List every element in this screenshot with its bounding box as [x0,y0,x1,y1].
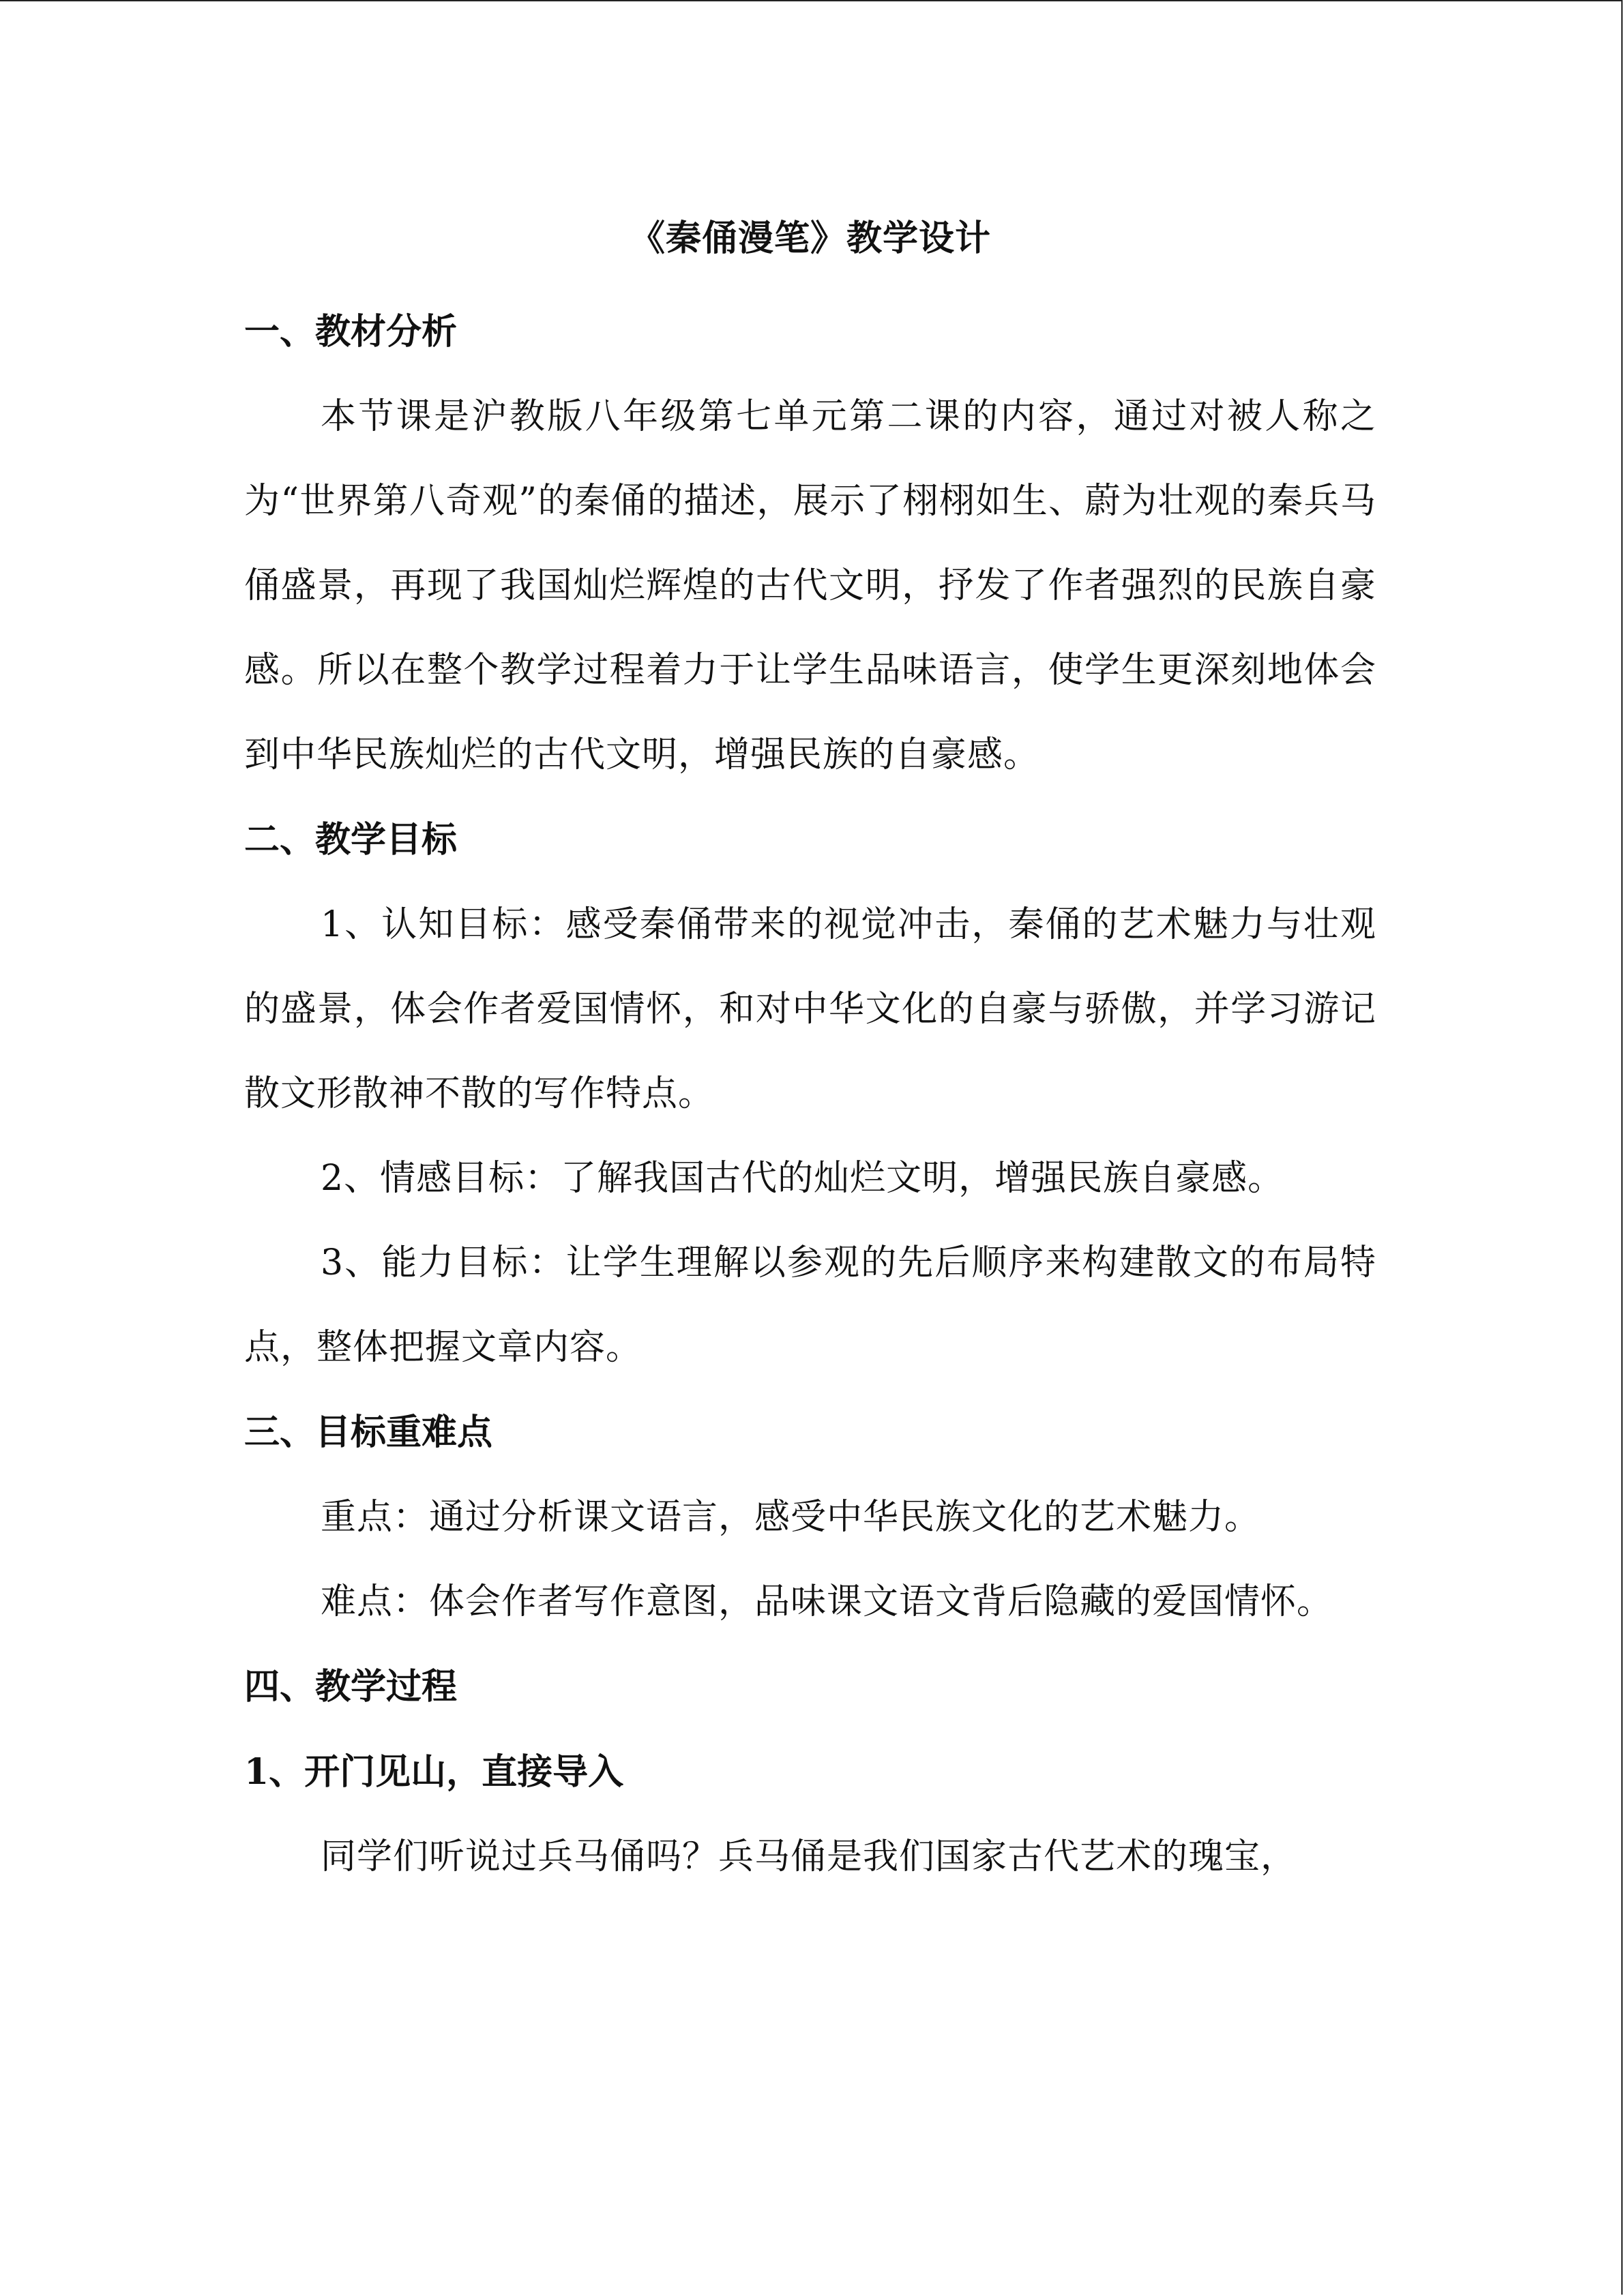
paragraph-introduction: 同学们听说过兵马俑吗？兵马俑是我们国家古代艺术的瑰宝， [321,1836,1297,1877]
paragraph-cognitive-goal: 1、认知目标：感受秦俑带来的视觉冲击，秦俑的艺术魅力与壮观的盛景，体会作者爱国情怀，和对中华文化的自豪与骄傲，并学习游记散文形散神不散的写作特点。 [244,904,1376,1114]
paragraph-emotional-goal: 2、情感目标：了解我国古代的灿烂文明，增强民族自豪感。 [321,1158,1284,1199]
section-heading-teaching-goals: 二、教学目标 [244,819,458,861]
subheading-introduction: 1、开门见山，直接导入 [244,1751,624,1793]
document-body [244,205,1376,1899]
section-heading-textbook-analysis: 一、教材分析 [244,311,458,353]
paragraph-key-point: 重点：通过分析课文语言，感受中华民族文化的艺术魅力。 [321,1497,1261,1538]
paragraph-textbook-analysis: 本节课是沪教版八年级第七单元第二课的内容，通过对被人称之为“世界第八奇观”的秦俑的描述，展示了栩栩如生、蔚为壮观的秦兵马俑盛景，再现了我国灿烂辉煌的古代文明，抒发了作者强烈的民族自豪感。所以在整个教学过程着力于让学生品味语言，使学生更深刻地体会到中华民族灿烂的古代文明，增强民族的自豪感。 [244,396,1376,775]
section-heading-key-difficulties: 三、目标重难点 [244,1412,493,1453]
document-title: 《秦俑漫笔》教学设计 [629,218,991,259]
paragraph-difficulty: 难点：体会作者写作意图，品味课文语文背后隐藏的爱国情怀。 [321,1581,1333,1622]
paragraph-ability-goal: 3、能力目标：让学生理解以参观的先后顺序来构建散文的布局特点，整体把握文章内容。 [244,1242,1376,1368]
section-heading-teaching-process: 四、教学过程 [244,1666,458,1708]
